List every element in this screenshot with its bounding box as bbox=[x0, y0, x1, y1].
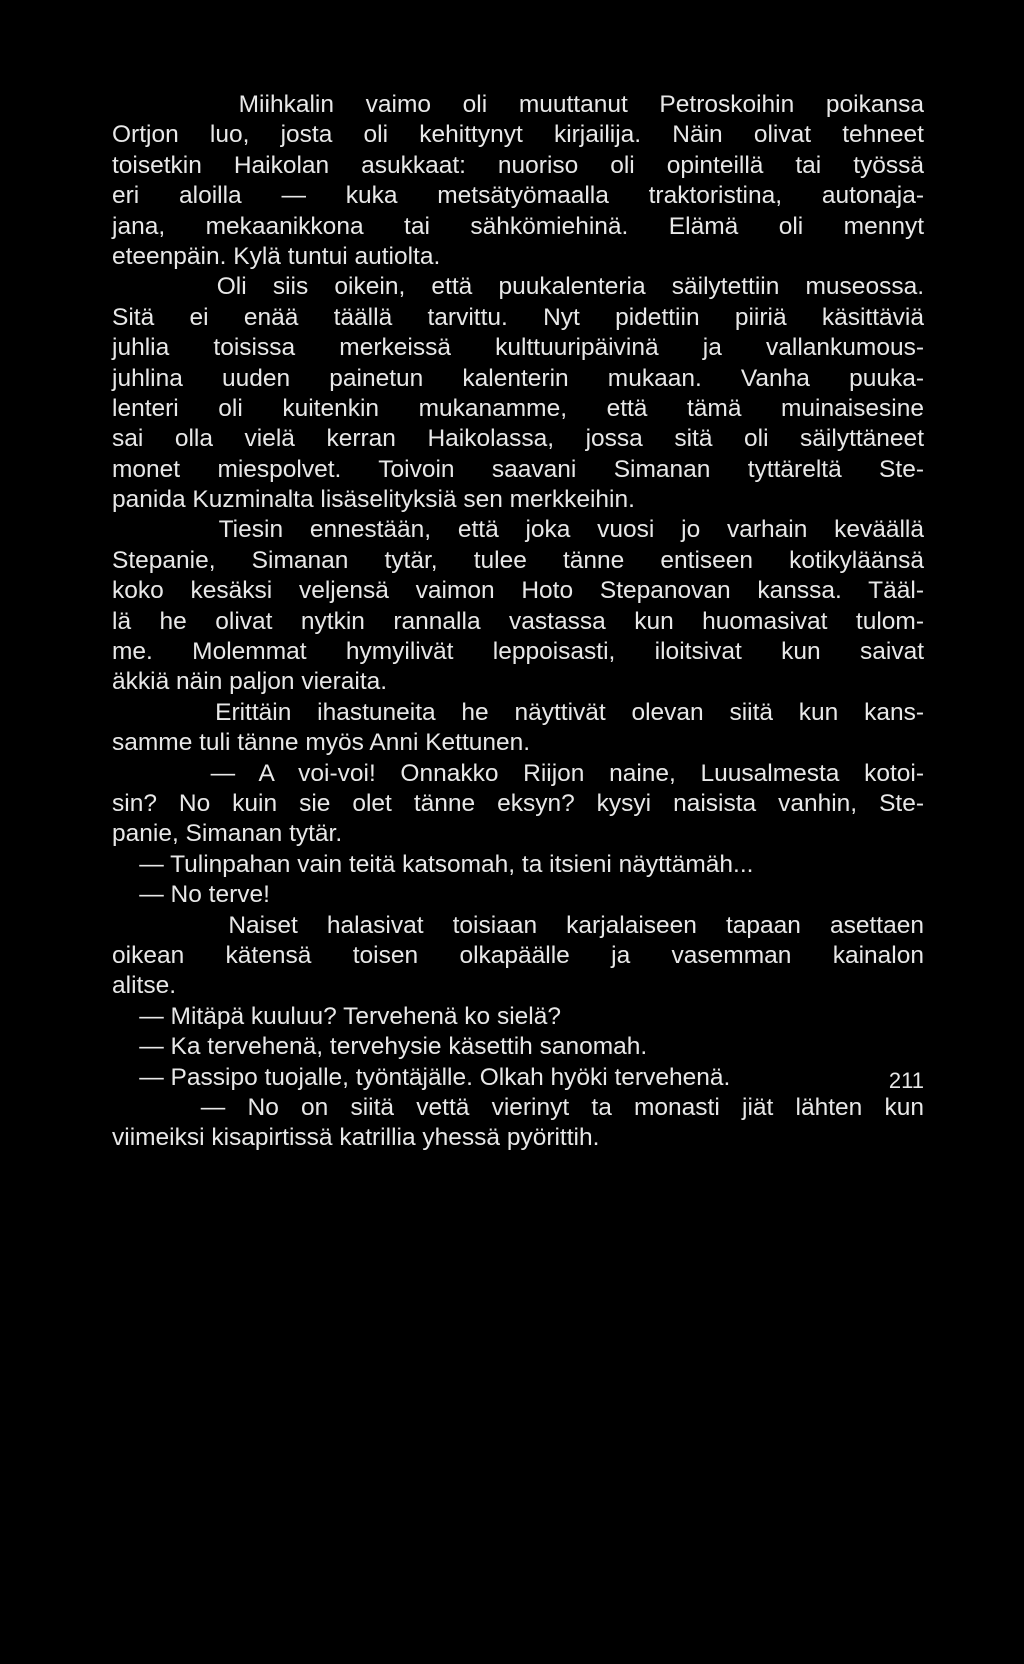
text-line: Stepanie, Simanan tytär, tulee tänne entiseen kotikyläänsä bbox=[112, 546, 924, 574]
text-line: sai olla vielä kerran Haikolassa, jossa sitä oli säilyttäneet bbox=[112, 425, 924, 453]
text-line: panie, Simanan tytär. bbox=[112, 820, 343, 848]
text-line: toisetkin Haikolan asukkaat: nuoriso oli opinteillä tai työssä bbox=[112, 151, 924, 179]
text-line: Naiset halasivat toisiaan karjalaiseen tapaan asettaen bbox=[112, 911, 924, 939]
text-line: jana, mekaanikkona tai sähkömiehinä. Elämä oli mennyt bbox=[112, 212, 924, 240]
text-line: alitse. bbox=[112, 972, 177, 1000]
text-line: Oli siis oikein, että puukalenteria säilytettiin museossa. bbox=[112, 273, 924, 301]
text-line: Erittäin ihastuneita he näyttivät olevan siitä kun kans- bbox=[112, 698, 924, 726]
text-line: — Passipo tuojalle, työntäjälle. Olkah hyöki tervehenä. bbox=[112, 1063, 731, 1091]
text-line: Ortjon luo, josta oli kehittynyt kirjailija. Näin olivat tehneet bbox=[112, 121, 924, 149]
text-line: lä he olivat nytkin rannalla vastassa kun huomasivat tulom- bbox=[112, 607, 924, 635]
text-line: oikean kätensä toisen olkapäälle ja vasemman kainalon bbox=[112, 941, 924, 969]
text-line: eteenpäin. Kylä tuntui autiolta. bbox=[112, 242, 441, 270]
text-line: eri aloilla — kuka metsätyömaalla traktoristina, autonaja- bbox=[112, 182, 924, 210]
text-line: panida Kuzminalta lisäselityksiä sen merkkeihin. bbox=[112, 486, 635, 514]
text-line: — No on siitä vettä vierinyt ta monasti jiät lähten kun bbox=[112, 1093, 924, 1121]
text-line: — Mitäpä kuuluu? Tervehenä ko sielä? bbox=[112, 1002, 561, 1030]
text-line: koko kesäksi veljensä vaimon Hoto Stepanovan kanssa. Tääl- bbox=[112, 577, 924, 605]
text-line: äkkiä näin paljon vieraita. bbox=[112, 668, 388, 696]
text-line: — Ka tervehenä, tervehysie käsettih sanomah. bbox=[112, 1033, 648, 1061]
text-line: Sitä ei enää täällä tarvittu. Nyt pidettiin piiriä käsittäviä bbox=[112, 303, 924, 331]
text-line: — A voi-voi! Onnakko Riijon naine, Luusalmesta kotoi- bbox=[112, 759, 924, 787]
text-line: sin? No kuin sie olet tänne eksyn? kysyi naisista vanhin, Ste- bbox=[112, 789, 924, 817]
text-line: viimeiksi kisapirtissä katrillia yhessä pyörittih. bbox=[112, 1124, 600, 1152]
text-line: monet miespolvet. Toivoin saavani Simanan tyttäreltä Ste- bbox=[112, 455, 924, 483]
text-line: juhlia toisissa merkeissä kulttuuripäivinä ja vallankumous- bbox=[112, 334, 924, 362]
text-line: — No terve! bbox=[112, 881, 270, 909]
text-line: — Tulinpahan vain teitä katsomah, ta itsieni näyttämäh... bbox=[112, 850, 754, 878]
text-line: juhlina uuden painetun kalenterin mukaan. Vanha puuka- bbox=[112, 364, 924, 392]
body-text bbox=[112, 90, 924, 1154]
text-line: Tiesin ennestään, että joka vuosi jo varhain keväällä bbox=[112, 516, 924, 544]
page-number: 211 bbox=[888, 1068, 924, 1093]
text-line: Miihkalin vaimo oli muuttanut Petroskoihin poikansa bbox=[112, 91, 924, 118]
text-line: me. Molemmat hymyilivät leppoisasti, iloitsivat kun saivat bbox=[112, 638, 924, 666]
text-line: samme tuli tänne myös Anni Kettunen. bbox=[112, 729, 531, 757]
text-line: lenteri oli kuitenkin mukanamme, että tämä muinaisesine bbox=[112, 394, 924, 422]
